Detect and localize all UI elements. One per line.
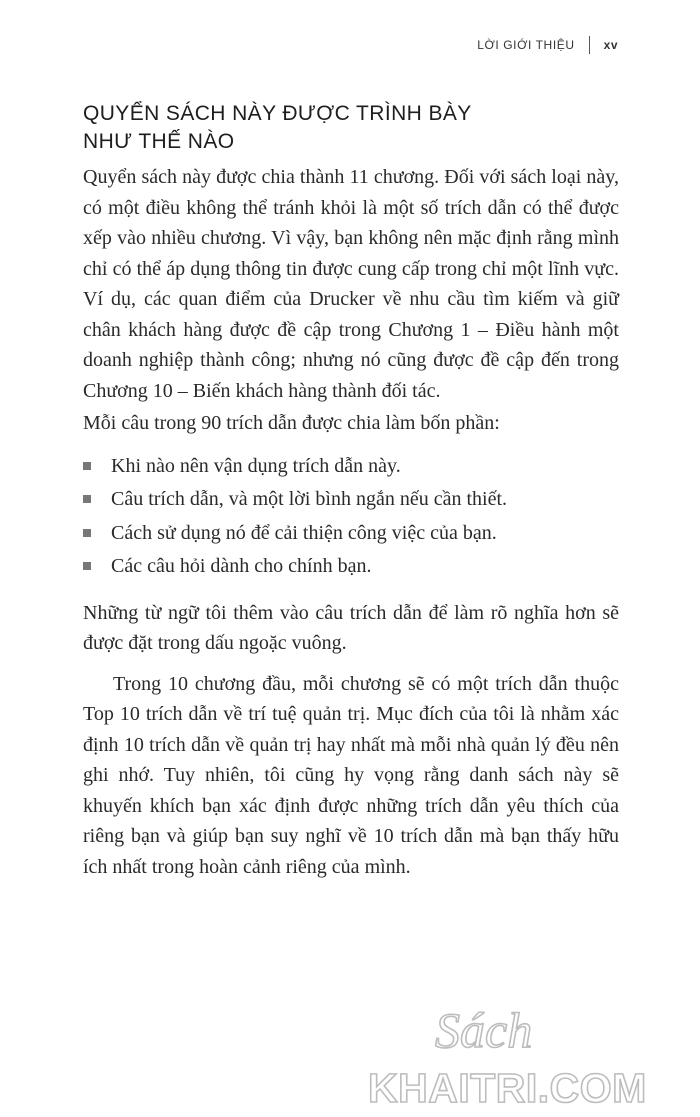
paragraph-parts: Mỗi câu trong 90 trích dẫn được chia làm bốn phần: (83, 412, 500, 434)
list-item (83, 484, 619, 515)
square-bullet-icon (83, 562, 91, 570)
list-item (83, 451, 619, 482)
header-divider (589, 36, 590, 54)
list-item (83, 518, 619, 549)
list-item-text: Câu trích dẫn, và một lời bình ngắn nếu cần thiết. (111, 488, 508, 510)
watermark-logo (365, 995, 690, 1110)
watermark-script-text: Sách (435, 1002, 533, 1058)
list-item (83, 551, 619, 582)
paragraph-intro: Quyển sách này được chia thành 11 chương. Đối với sách loại này, có một điều không thể tránh khỏi là một số trích dẫn có thể được xếp vào nhiều chương. Vì vậy, bạn không nên mặc định rằng mình chỉ có thể áp dụng thông tin được cung cấp trong chỉ một lĩnh vực. Ví dụ, các quan điểm của Drucker về nhu cầu tìm kiếm và giữ chân khách hàng được đề cập trong Chương 1 – Điều hành một doanh nghiệp thành công; nhưng nó cũng được đề cập đến trong Chương 10 – Biến khách hàng thành đối tác. (83, 166, 619, 402)
page-number: xv (603, 38, 618, 52)
section-heading-line-1: QUYỂN SÁCH NÀY ĐƯỢC TRÌNH BÀY (83, 102, 472, 125)
page-body (83, 100, 619, 882)
running-header (477, 36, 618, 54)
bullet-list (83, 451, 619, 582)
list-item-text: Các câu hỏi dành cho chính bạn. (111, 555, 372, 577)
section-title: LỜI GIỚI THIỆU (477, 38, 575, 52)
square-bullet-icon (83, 495, 91, 503)
list-item-text: Khi nào nên vận dụng trích dẫn này. (111, 454, 401, 477)
section-heading (83, 100, 619, 156)
list-item-text: Cách sử dụng nó để cải thiện công việc của bạn. (111, 521, 497, 544)
paragraph-brackets: Những từ ngữ tôi thêm vào câu trích dẫn để làm rõ nghĩa hơn sẽ được đặt trong dấu ngoặc vuông. (83, 601, 619, 654)
square-bullet-icon (83, 462, 91, 470)
section-heading-line-2: NHƯ THẾ NÀO (83, 130, 235, 153)
paragraph-top-ten: Trong 10 chương đầu, mỗi chương sẽ có một trích dẫn thuộc Top 10 trích dẫn về trí tuệ quản trị. Mục đích của tôi là nhằm xác định 10 trích dẫn về quản trị hay nhất mà mỗi nhà quản lý đều nên ghi nhớ. Tuy nhiên, tôi cũng hy vọng rằng danh sách này sẽ khuyến khích bạn xác định được những trích dẫn yêu thích của riêng bạn và giúp bạn suy nghĩ về 10 trích dẫn mà bạn thấy hữu ích nhất trong hoàn cảnh riêng của mình. (83, 672, 619, 878)
square-bullet-icon (83, 529, 91, 537)
watermark-brand-text: KHAITRI.COM (368, 1065, 647, 1110)
